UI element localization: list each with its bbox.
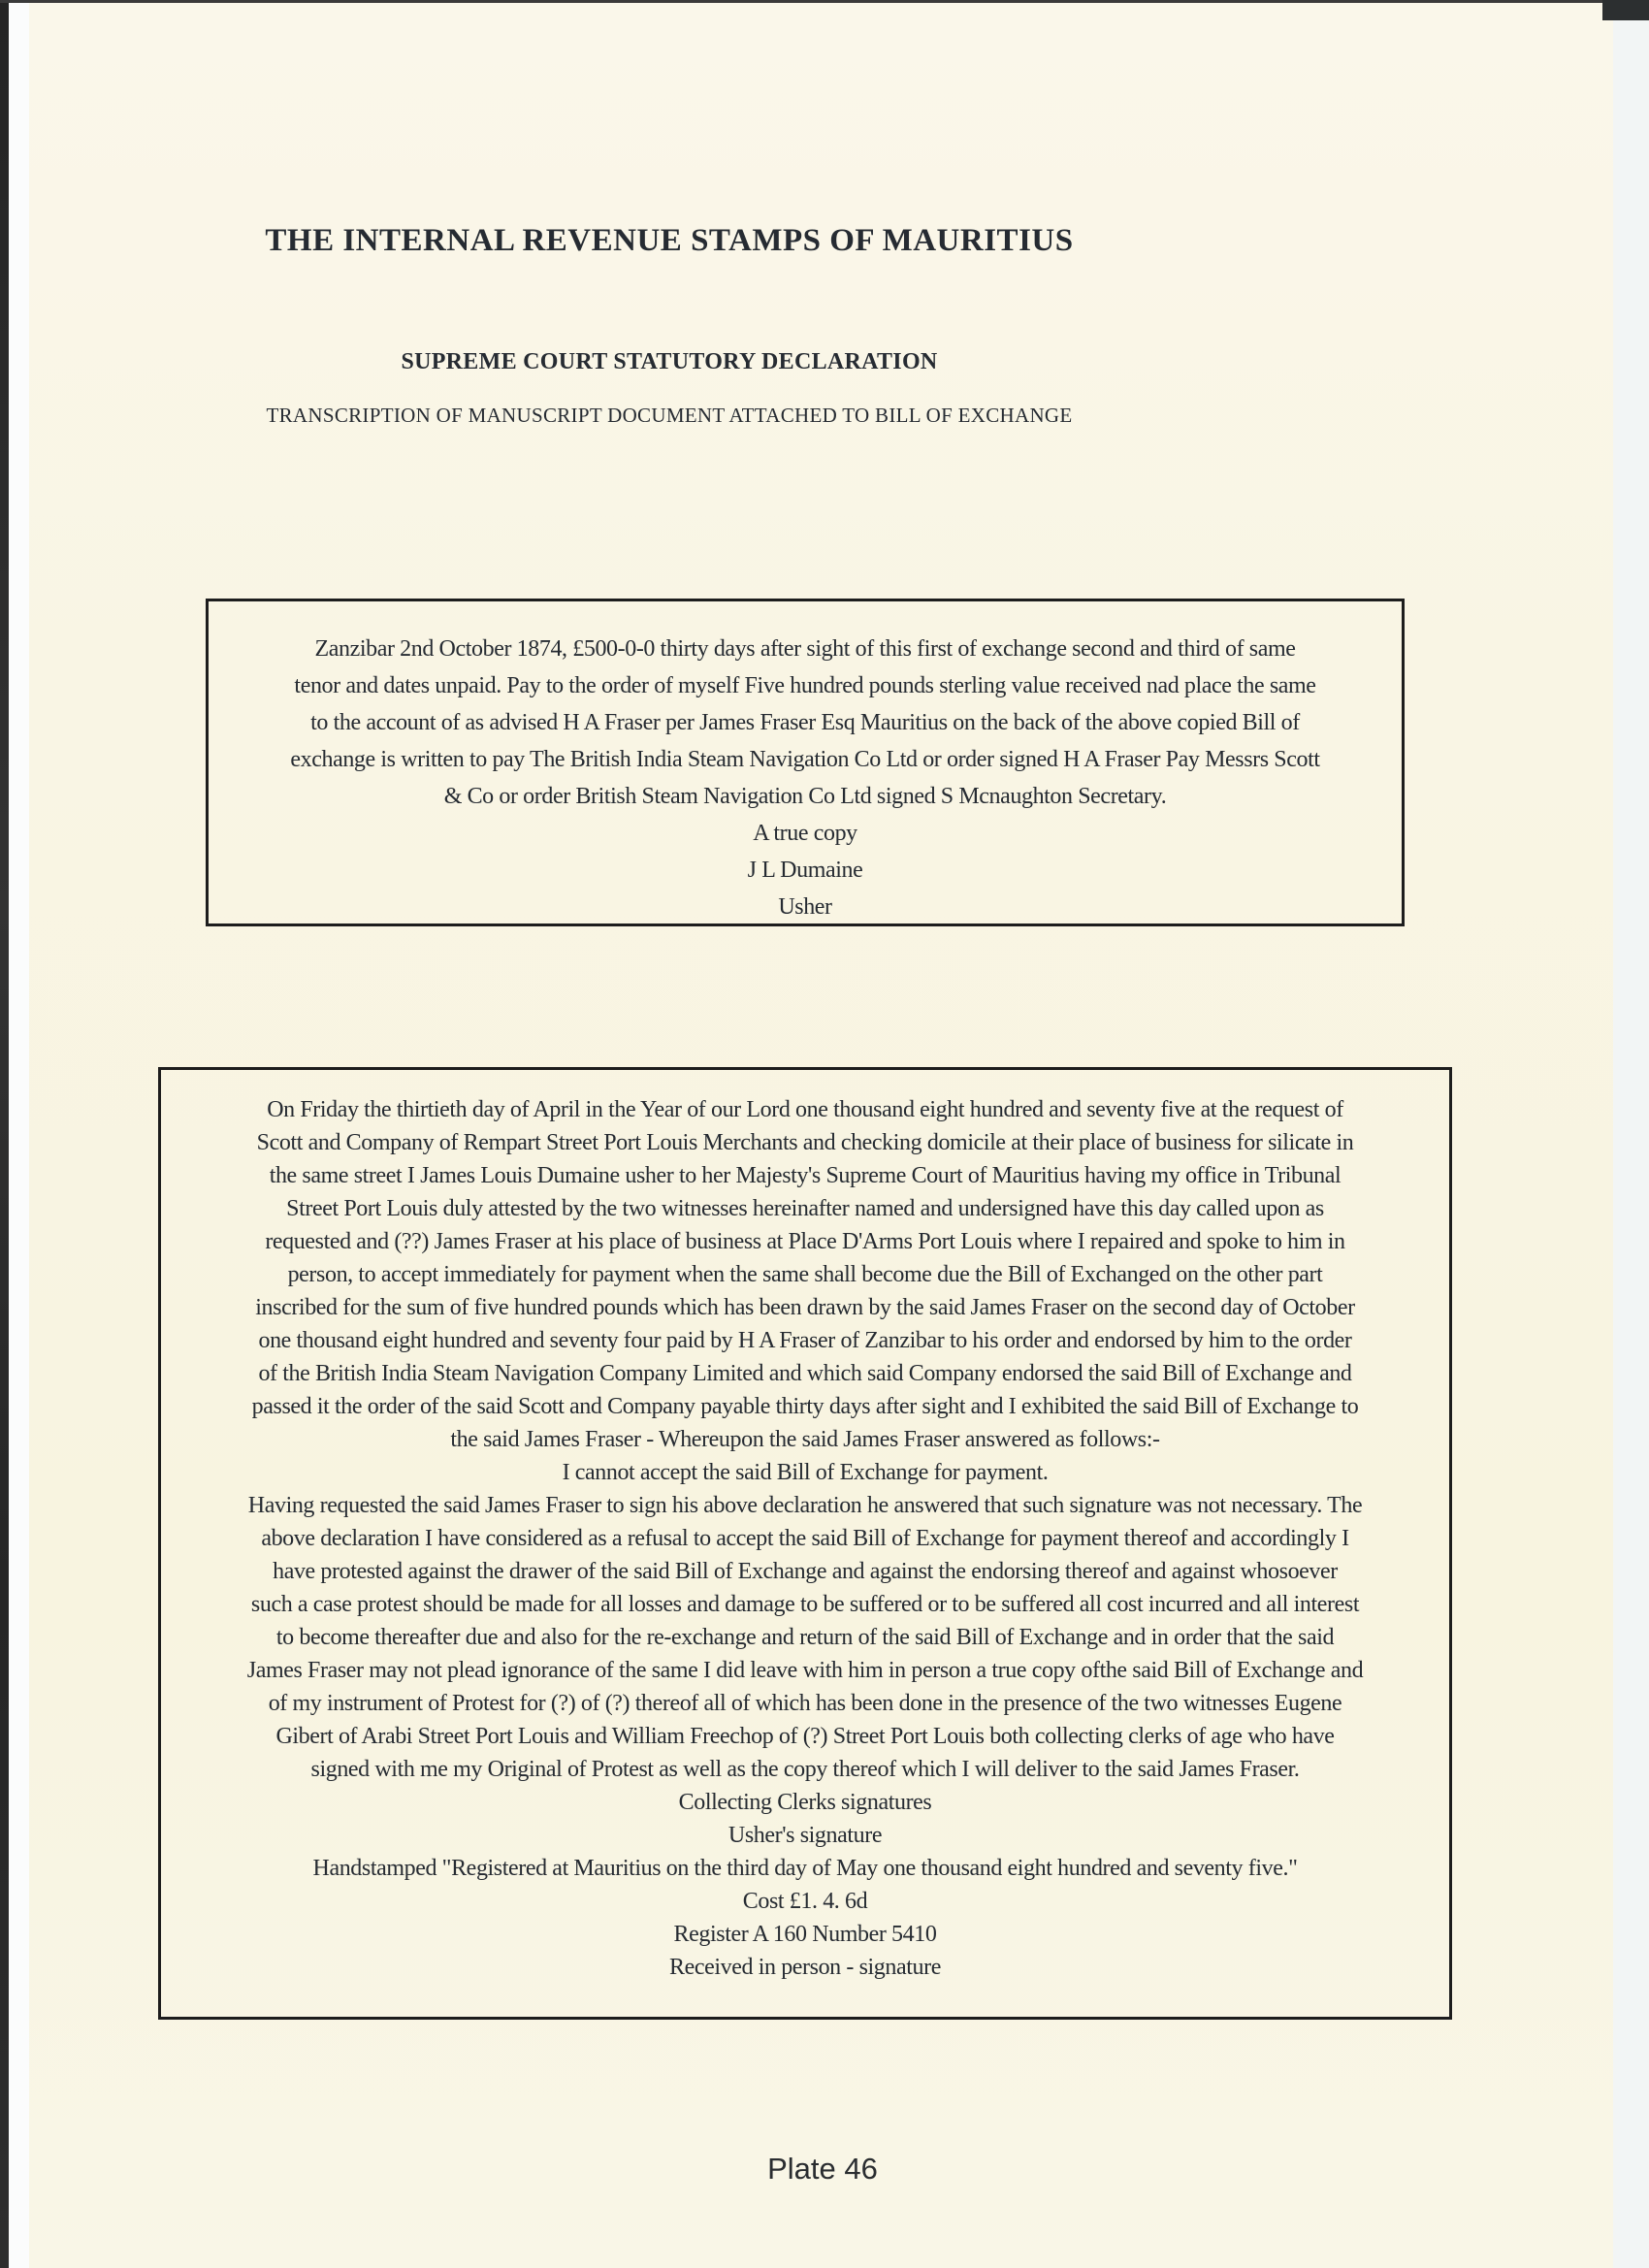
text-line: On Friday the thirtieth day of April in the Year of our Lord one thousand eight hundred and seventy five at the request of xyxy=(267,1097,1343,1122)
text-line: Scott and Company of Rempart Street Port Louis Merchants and checking domicile at their place of business for silicate in xyxy=(256,1130,1354,1155)
text-line: passed it the order of the said Scott and Company payable thirty days after sight and I exhibited the said Bill of Exchange to xyxy=(251,1394,1359,1419)
scan-right-margin xyxy=(1613,20,1649,2268)
plate-caption: Plate 46 xyxy=(767,2152,878,2186)
text-line: such a case protest should be made for all losses and damage to be suffered or to be suffered all cost incurred and all interest xyxy=(250,1592,1360,1617)
text-line: I cannot accept the said Bill of Exchange for payment. xyxy=(562,1460,1049,1485)
text-line: & Co or order British Steam Navigation Co Ltd signed S Mcnaughton Secretary. xyxy=(443,784,1167,809)
declaration-text xyxy=(167,1093,1443,1984)
subtitle-declaration: SUPREME COURT STATUTORY DECLARATION xyxy=(401,349,938,374)
text-line: Having requested the said James Fraser to sign his above declaration he answered that such signature was not necessary. The xyxy=(247,1493,1363,1518)
text-line: of the British India Steam Navigation Company Limited and which said Company endorsed the said Bill of Exchange and xyxy=(258,1361,1352,1386)
text-line: of my instrument of Protest for (?) of (?) thereof all of which has been done in the presence of the two witnesses Eugene xyxy=(268,1691,1342,1716)
text-line: A true copy xyxy=(753,821,857,846)
text-line: person, to accept immediately for payment when the same shall become due the Bill of Exchanged on the other part xyxy=(287,1262,1323,1287)
text-line: Gibert of Arabi Street Port Louis and William Freechop of (?) Street Port Louis both collecting clerks of age who have xyxy=(275,1724,1335,1749)
text-line: Usher xyxy=(778,894,832,920)
text-line: the same street I James Louis Dumaine usher to her Majesty's Supreme Court of Mauritius having my office in Tribunal xyxy=(269,1163,1342,1188)
subtitle-transcription: TRANSCRIPTION OF MANUSCRIPT DOCUMENT ATTACHED TO BILL OF EXCHANGE xyxy=(266,404,1073,427)
text-line: Received in person - signature xyxy=(669,1955,941,1980)
text-line: to become thereafter due and also for the re-exchange and return of the said Bill of Exchange and in order that the said xyxy=(275,1625,1335,1650)
text-line: J L Dumaine xyxy=(747,858,863,883)
text-line: above declaration I have considered as a refusal to accept the said Bill of Exchange for payment thereof and accordingly I xyxy=(261,1526,1349,1551)
text-line: Street Port Louis duly attested by the two witnesses hereinafter named and undersigned have this day called upon as xyxy=(286,1196,1324,1221)
text-line: Usher's signature xyxy=(728,1823,883,1848)
text-line: Collecting Clerks signatures xyxy=(678,1790,932,1815)
bill-of-exchange-box xyxy=(206,599,1405,926)
declaration-box xyxy=(158,1067,1452,2020)
page-title: THE INTERNAL REVENUE STAMPS OF MAURITIUS xyxy=(265,223,1074,258)
text-line: to the account of as advised H A Fraser per James Fraser Esq Mauritius on the back of the above copied Bill of xyxy=(310,710,1300,735)
text-line: the said James Fraser - Whereupon the said James Fraser answered as follows:- xyxy=(450,1427,1160,1452)
text-line: James Fraser may not plead ignorance of the same I did leave with him in person a true copy ofthe said Bill of Exchange and xyxy=(246,1658,1364,1683)
text-line: signed with me my Original of Protest as well as the copy thereof which I will deliver to the said James Fraser. xyxy=(310,1757,1300,1782)
text-line: requested and (??) James Fraser at his place of business at Place D'Arms Port Louis where I repaired and spoke to him in xyxy=(265,1229,1345,1254)
text-line: Handstamped "Registered at Mauritius on the third day of May one thousand eight hundred and seventy five." xyxy=(312,1856,1298,1881)
text-line: Register A 160 Number 5410 xyxy=(673,1922,937,1947)
text-line: inscribed for the sum of five hundred pounds which has been drawn by the said James Fraser on the second day of October xyxy=(255,1295,1355,1320)
bill-of-exchange-text xyxy=(236,631,1374,815)
scan-edge-left xyxy=(0,0,9,2268)
text-line: tenor and dates unpaid. Pay to the order of myself Five hundred pounds sterling value received nad place the same xyxy=(294,673,1316,698)
scan-corner-top-right xyxy=(1602,0,1649,20)
text-line: one thousand eight hundred and seventy four paid by H A Fraser of Zanzibar to his order and endorsed by him to the order xyxy=(258,1328,1352,1353)
text-line: Zanzibar 2nd October 1874, £500-0-0 thirty days after sight of this first of exchange second and third of same xyxy=(314,636,1296,662)
bill-of-exchange-signatures xyxy=(236,815,1374,925)
text-line: exchange is written to pay The British India Steam Navigation Co Ltd or order signed H A Fraser Pay Messrs Scott xyxy=(290,747,1320,772)
text-line: have protested against the drawer of the said Bill of Exchange and against the endorsing thereof and against whosoever xyxy=(273,1559,1338,1584)
text-line: Cost £1. 4. 6d xyxy=(742,1889,868,1914)
scan-edge-top xyxy=(0,0,1649,3)
